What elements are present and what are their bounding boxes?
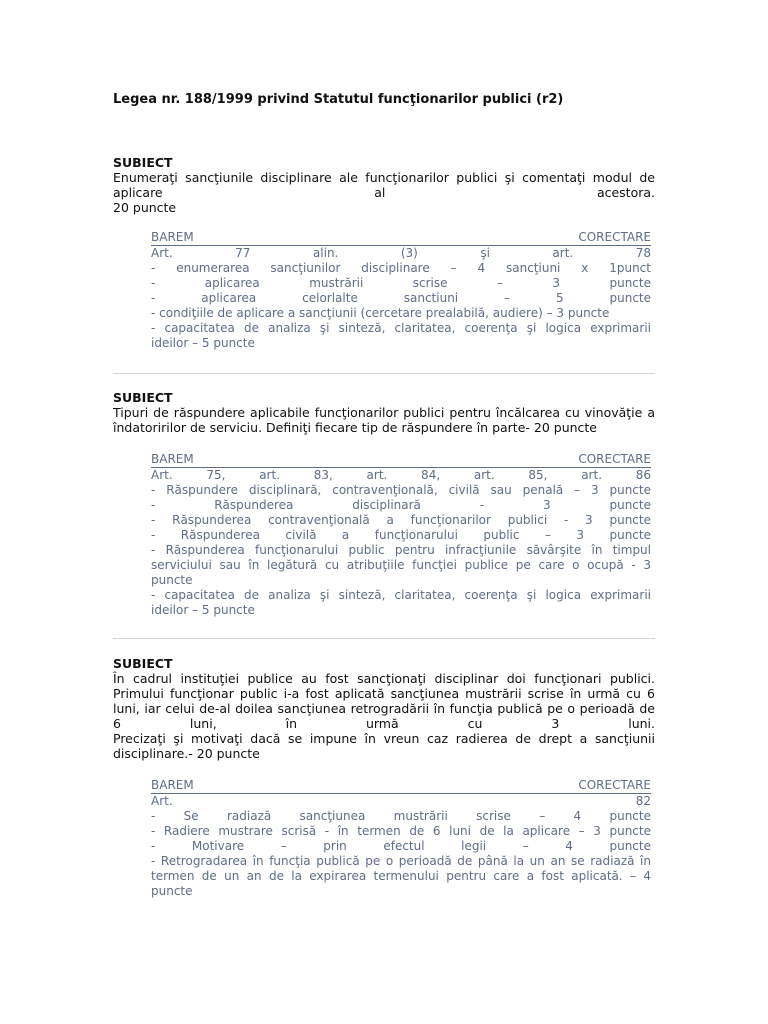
subject-1	[113, 155, 655, 351]
barem-line: puncte	[151, 573, 193, 587]
barem-line: - capacitatea de analiza şi sinteză, claritatea, coerenţa şi logica exprimarii	[151, 321, 651, 335]
barem-line: - Răspundere disciplinară, contravenţională, civilă sau penală – 3 puncte	[151, 483, 651, 497]
barem-line: - aplicarea celorlalte sanctiuni – 5 puncte	[151, 291, 651, 305]
subject-2	[113, 390, 655, 618]
subject-3	[113, 656, 655, 899]
question-line: Primului funcţionar public i-a fost aplicată sancţiunea mustrării scrise în urmă cu 6	[113, 686, 655, 701]
barem-label-right: CORECTARE	[578, 778, 651, 792]
barem-line: - enumerarea sancţiunilor disciplinare – 4 sancţiuni x 1punct	[151, 261, 651, 275]
barem-line: - Radiere mustrare scrisă - în termen de 6 luni de la aplicare – 3 puncte	[151, 824, 651, 838]
barem-line: - capacitatea de analiza şi sinteză, claritatea, coerenţa şi logica exprimarii	[151, 588, 651, 602]
question-line: îndatoririlor de serviciu. Definiţi fiecare tip de răspundere în parte- 20 puncte	[113, 420, 598, 435]
barem-line: - Răspunderea civilă a funcţionarului public – 3 puncte	[151, 528, 651, 542]
barem-header	[151, 778, 651, 794]
barem-line: Art. 82	[151, 794, 651, 808]
barem-line: ideilor – 5 puncte	[151, 603, 255, 617]
barem-line: Art. 77 alin. (3) şi art. 78	[151, 246, 651, 260]
subject-heading: SUBIECT	[113, 155, 173, 170]
barem-header	[151, 452, 651, 468]
question-line: aplicare al acestora.	[113, 185, 655, 200]
barem-block	[151, 452, 651, 618]
question-line: 6 luni, în urmă cu 3 luni.	[113, 716, 655, 731]
barem-label: BAREM	[151, 778, 194, 792]
barem-line: termen de un an de la expirarea termenului pentru care a fost aplicată. – 4	[151, 869, 651, 883]
question-line: luni, iar celui de-al doilea sancţiunea retrogradării în funcţia publică pe o perioadă de	[113, 701, 655, 716]
barem-label-right: CORECTARE	[578, 452, 651, 466]
barem-line: - Răspunderea contravenţională a funcţionarilor publici - 3 puncte	[151, 513, 651, 527]
section-divider	[113, 373, 655, 374]
question-line: Tipuri de răspundere aplicabile funcţionarilor publici pentru încălcarea cu vinovăţie a	[113, 405, 655, 420]
question-line: În cadrul instituţiei publice au fost sancţionaţi disciplinar doi funcţionari publici.	[113, 671, 655, 686]
barem-line: - Răspunderea funcţionarului public pentru infracţiunile săvârşite în timpul	[151, 543, 651, 557]
barem-line: - Se radiază sancţiunea mustrării scrise – 4 puncte	[151, 809, 651, 823]
barem-header	[151, 230, 651, 246]
barem-line: - aplicarea mustrării scrise – 3 puncte	[151, 276, 651, 290]
barem-line: ideilor – 5 puncte	[151, 336, 255, 350]
barem-line: - Răspunderea disciplinară - 3 puncte	[151, 498, 651, 512]
barem-line: Art. 75, art. 83, art. 84, art. 85, art. 86	[151, 468, 651, 482]
barem-line: puncte	[151, 884, 193, 898]
subject-heading: SUBIECT	[113, 390, 173, 405]
document-title: Legea nr. 188/1999 privind Statutul funcţionarilor publici (r2)	[113, 92, 564, 107]
barem-line: - Motivare – prin efectul legii – 4 puncte	[151, 839, 651, 853]
question-line: disciplinare.- 20 puncte	[113, 746, 260, 761]
question-line: Enumeraţi sancţiunile disciplinare ale funcţionarilor publici şi comentaţi modul de	[113, 170, 655, 185]
question-line: 20 puncte	[113, 200, 177, 215]
barem-block	[151, 778, 651, 899]
section-divider	[113, 638, 655, 639]
barem-line: - Retrogradarea în funcţia publică pe o perioadă de până la un an se radiază în	[151, 854, 651, 868]
barem-label-right: CORECTARE	[578, 230, 651, 244]
barem-block	[151, 230, 651, 351]
barem-label: BAREM	[151, 452, 194, 466]
question-line: Precizaţi şi motivaţi dacă se impune în vreun caz radierea de drept a sancţiunii	[113, 731, 655, 746]
subject-heading: SUBIECT	[113, 656, 173, 671]
barem-line: - condiţiile de aplicare a sancţiunii (cercetare prealabilă, audiere) – 3 puncte	[151, 306, 610, 320]
barem-label: BAREM	[151, 230, 194, 244]
barem-line: serviciului sau în legătură cu atribuţiile funcţiei publice pe care o ocupă - 3	[151, 558, 651, 572]
